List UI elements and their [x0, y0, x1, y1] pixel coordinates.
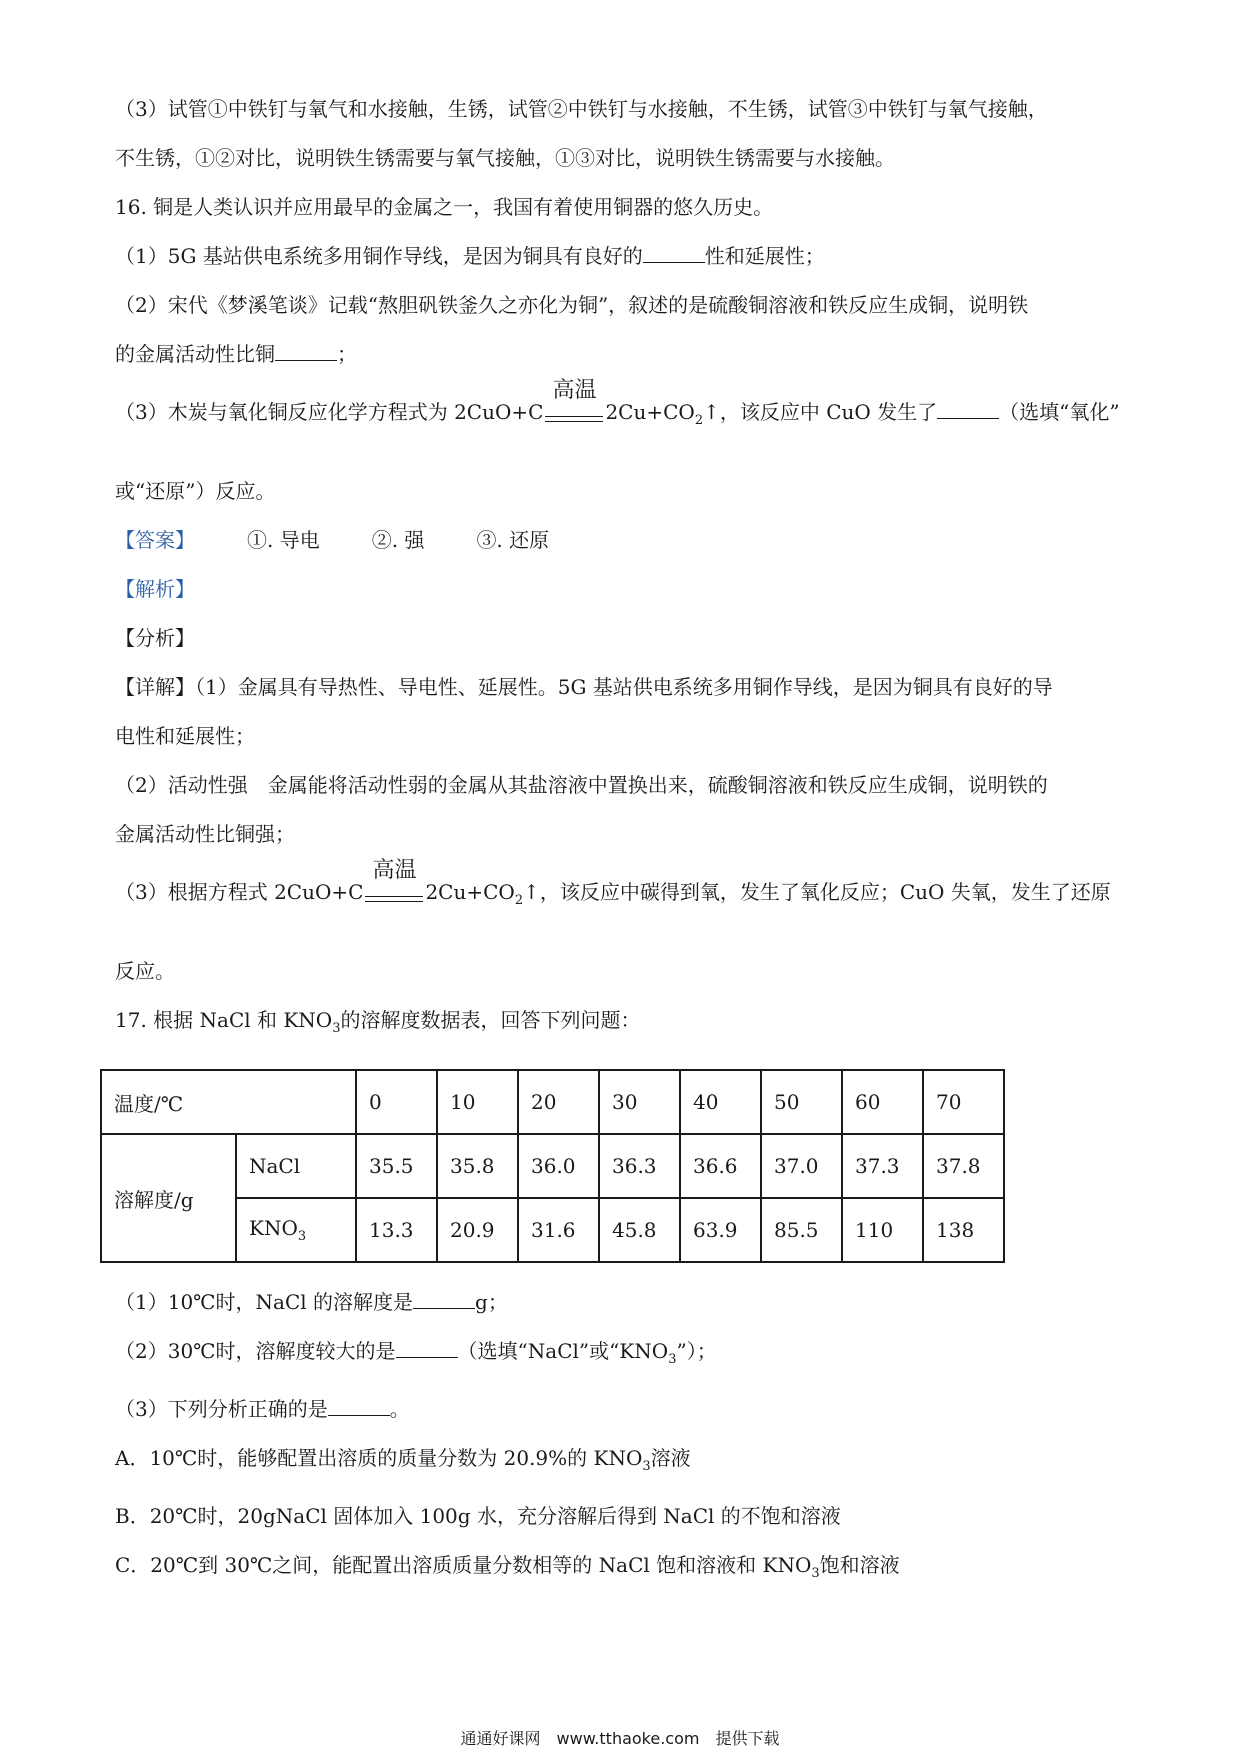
temp-header: 温度/℃: [101, 1070, 356, 1134]
nacl-cell: 37.0: [761, 1134, 842, 1198]
solubility-header: 溶解度/g: [101, 1134, 236, 1262]
reaction-condition: 高温: [363, 887, 425, 915]
kno3-cell: 13.3: [356, 1198, 437, 1262]
kno3-cell: 110: [842, 1198, 923, 1262]
detail-2-line2: 金属活动性比铜强；: [115, 822, 295, 846]
detail-3-line2: 反应。: [115, 959, 175, 983]
nacl-cell: 35.5: [356, 1134, 437, 1198]
nacl-cell: 36.3: [599, 1134, 680, 1198]
answer-blank: [937, 400, 999, 419]
answer-1: ①. 导电: [247, 528, 320, 552]
fenxi-tag: 【分析】: [115, 626, 195, 650]
answer-blank: [413, 1290, 475, 1309]
q15-part3-line2: 不生锈，①②对比，说明铁生锈需要与氧气接触，①③对比，说明铁生锈需要与水接触。: [115, 146, 895, 170]
q16-part1: （1）5G 基站供电系统多用铜作导线，是因为铜具有良好的 性和延展性；: [115, 244, 825, 268]
option-b: B．20℃时，20gNaCl 固体加入 100g 水，充分溶解后得到 NaCl 的不饱和溶液: [115, 1504, 841, 1528]
kno3-cell: 85.5: [761, 1198, 842, 1262]
table-row-kno3: [101, 1198, 1004, 1262]
q16-part2-line2: 的金属活动性比铜 ；: [115, 342, 357, 366]
temp-cell: 60: [842, 1070, 923, 1134]
answer-tag: 【答案】: [115, 528, 195, 552]
q16-part3-line2: 或“还原”）反应。: [115, 479, 276, 503]
option-a: A．10℃时，能够配置出溶质的质量分数为 20.9%的 $KNO_3$溶液: [115, 1446, 691, 1474]
answer-3: ③. 还原: [476, 528, 550, 552]
q16-part2-line1: （2）宋代《梦溪笔谈》记载“熬胆矾铁釜久之亦化为铜”，叙述的是硫酸铜溶液和铁反应生成铜，说明铁: [115, 293, 1029, 317]
q17-part2: （2）30℃时，溶解度较大的是 （选填“NaCl”或“$KNO_3$”）；: [115, 1339, 717, 1367]
q17-parts: [115, 1288, 1140, 1609]
answer-blank: [328, 1397, 390, 1416]
answer-blank: [643, 244, 705, 263]
temp-cell: 20: [518, 1070, 599, 1134]
temp-cell: 40: [680, 1070, 761, 1134]
kno3-cell: 63.9: [680, 1198, 761, 1262]
answer-blank: [396, 1339, 458, 1358]
detail-2-line1: （2）活动性强 金属能将活动性弱的金属从其盐溶液中置换出来，硫酸铜溶液和铁反应生成铜，说明铁的: [115, 773, 1048, 797]
q17-part3: （3）下列分析正确的是 。: [115, 1397, 410, 1421]
q16-part3-line1: （3）木炭与氧化铜反应化学方程式为 2CuO+C 高温 $2Cu+CO_2↑$，该反应中 CuO 发生了 （选填“氧化”: [115, 398, 1140, 435]
kno3-cell: 31.6: [518, 1198, 599, 1262]
answer-blank: [275, 342, 337, 361]
jiexi-tag: 【解析】: [115, 577, 195, 601]
q17-stem: 17. 根据 NaCl 和 $KNO_3$的溶解度数据表，回答下列问题：: [115, 1008, 641, 1036]
page-footer: 通通好课网 www.tthaoke.com 提供下载: [460, 1729, 780, 1748]
temp-cell: 50: [761, 1070, 842, 1134]
nacl-cell: 37.8: [923, 1134, 1004, 1198]
detail-1-line1: 【详解】（1）金属具有导热性、导电性、延展性。5G 基站供电系统多用铜作导线，是因为铜具有良好的导: [115, 675, 1053, 699]
table-row-temperature: [101, 1070, 1004, 1134]
detail-1-line2: 电性和延展性；: [115, 724, 255, 748]
q15-part3-line1: （3）试管①中铁钉与氧气和水接触，生锈，试管②中铁钉与水接触，不生锈，试管③中铁钉与氧气接触，: [115, 97, 1048, 121]
temp-cell: 0: [356, 1070, 437, 1134]
table-row-nacl: [101, 1134, 1004, 1198]
kno3-cell: 138: [923, 1198, 1004, 1262]
option-c: C．20℃到 30℃之间，能配置出溶质质量分数相等的 NaCl 饱和溶液和 $KNO_3$饱和溶液: [115, 1553, 900, 1581]
temp-cell: 30: [599, 1070, 680, 1134]
nacl-cell: 37.3: [842, 1134, 923, 1198]
kno3-cell: 20.9: [437, 1198, 518, 1262]
temp-cell: 10: [437, 1070, 518, 1134]
kno3-label: $KNO_3$: [236, 1198, 356, 1262]
q16-stem: 16. 铜是人类认识并应用最早的金属之一，我国有着使用铜器的悠久历史。: [115, 195, 774, 219]
reaction-condition: 高温: [543, 407, 605, 435]
nacl-cell: 36.0: [518, 1134, 599, 1198]
document-body: [115, 95, 1140, 1064]
detail-tag: 【详解】: [115, 675, 195, 699]
nacl-label: NaCl: [236, 1134, 356, 1198]
nacl-cell: 35.8: [437, 1134, 518, 1198]
answer-row: [115, 526, 1140, 554]
solubility-table: [100, 1069, 1005, 1263]
nacl-cell: 36.6: [680, 1134, 761, 1198]
kno3-cell: 45.8: [599, 1198, 680, 1262]
temp-cell: 70: [923, 1070, 1004, 1134]
q17-part1: （1）10℃时，NaCl 的溶解度是 g；: [115, 1290, 508, 1314]
detail-3-line1: （3）根据方程式 2CuO+C 高温 $2Cu+CO_2↑$，该反应中碳得到氧，发生了氧化反应；CuO 失氧，发生了还原: [115, 878, 1140, 915]
answer-2: ②. 强: [371, 528, 425, 552]
